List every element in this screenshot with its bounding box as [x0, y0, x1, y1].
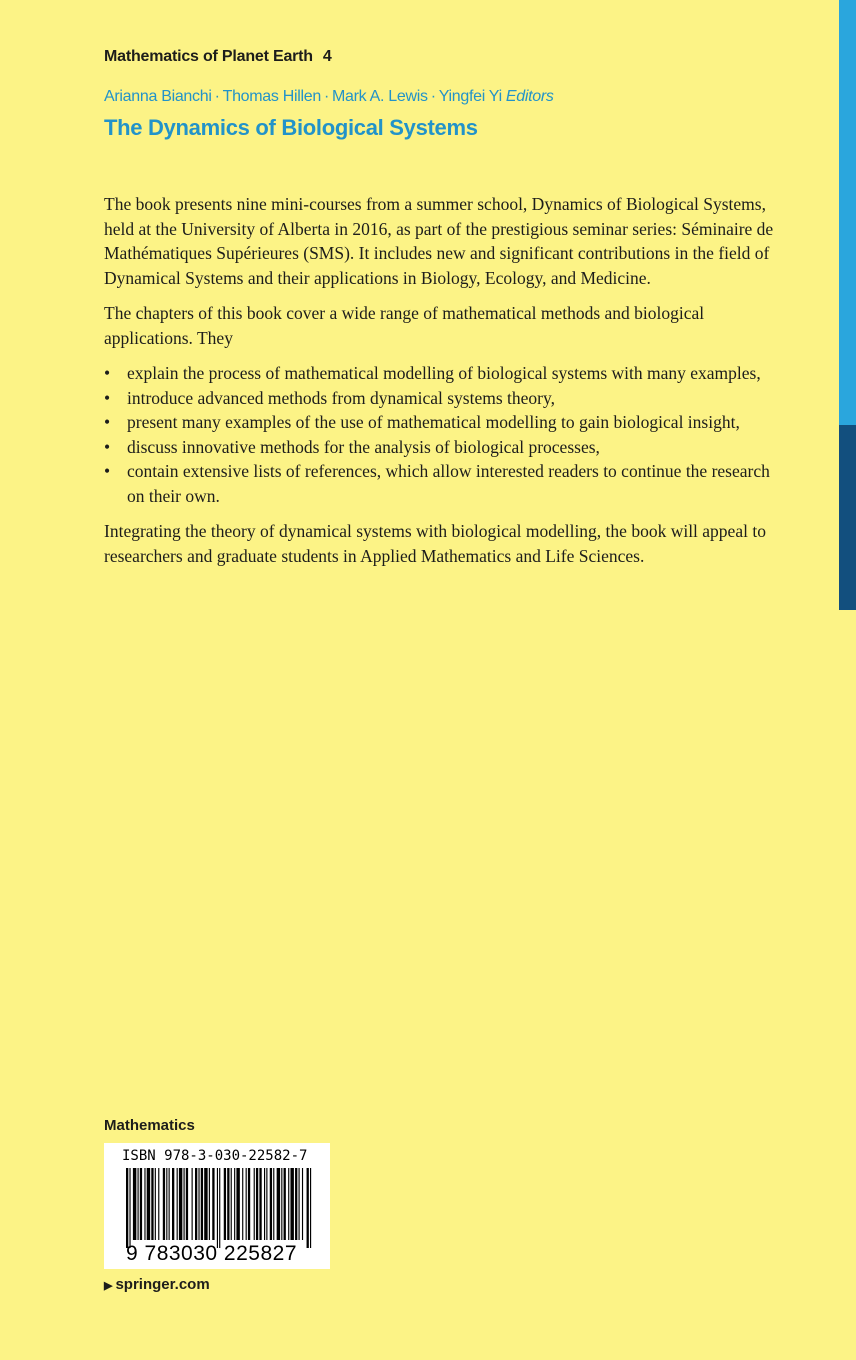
list-item: [104, 410, 788, 435]
list-item-text: introduce advanced methods from dynamical systems theory,: [127, 387, 555, 408]
barcode-bar: [186, 1168, 188, 1240]
description-paragraph: The chapters of this book cover a wide range of mathematical methods and biological applications. They: [104, 303, 705, 348]
publisher-url: [104, 1276, 210, 1293]
isbn-barcode: [104, 1143, 330, 1269]
isbn-label: ISBN 978-3-030-22582-7: [122, 1148, 308, 1164]
editor-name: Arianna Bianchi: [104, 88, 212, 105]
arrow-right-icon: ▶: [104, 1280, 113, 1292]
list-item: [104, 361, 788, 386]
editor-separator: ·: [323, 88, 329, 105]
barcode-bar: [242, 1168, 243, 1240]
spine-color-stripe: [839, 0, 856, 610]
stripe-light-blue: [839, 0, 856, 425]
barcode-bar: [295, 1168, 297, 1240]
editor-name: Thomas Hillen: [222, 88, 321, 105]
barcode-bar: [224, 1168, 226, 1240]
list-item-text: contain extensive lists of references, which allow interested readers to continue the research on their own.: [127, 461, 770, 506]
barcode-bar: [259, 1168, 261, 1240]
barcode-bar: [195, 1168, 197, 1240]
barcode-bar: [266, 1168, 267, 1240]
barcode-bar: [144, 1168, 145, 1240]
series-number: 4: [322, 48, 332, 65]
barcode-bar: [307, 1168, 309, 1248]
barcode-bar: [129, 1168, 130, 1248]
editors-label: Editors: [505, 88, 554, 105]
barcode-bar: [227, 1168, 229, 1240]
editor-name: Yingfei Yi: [438, 88, 502, 105]
bullet-icon: •: [104, 436, 111, 457]
publisher-url-text: springer.com: [115, 1276, 210, 1293]
list-item: [104, 459, 788, 508]
book-description: [104, 192, 788, 579]
list-item-text: present many examples of the use of mathematical modelling to gain biological insight,: [127, 412, 740, 432]
barcode-bar: [184, 1168, 185, 1240]
barcode-bar: [133, 1168, 136, 1240]
barcode-bar: [264, 1168, 265, 1240]
barcode-bar: [209, 1168, 210, 1240]
list-item-text: explain the process of mathematical modelling of biological systems with many examples,: [127, 363, 761, 383]
editors-line: [104, 88, 554, 106]
barcode-bar: [138, 1168, 139, 1240]
barcode-bar: [281, 1168, 282, 1240]
barcode-bar: [277, 1168, 280, 1240]
editor-separator: ·: [214, 88, 220, 105]
stripe-dark-blue: [839, 425, 856, 610]
barcode-bar: [177, 1168, 178, 1240]
barcode-bar: [201, 1168, 203, 1240]
list-item: [104, 386, 788, 411]
barcode-bar: [147, 1168, 150, 1240]
barcode-bar: [299, 1168, 300, 1240]
barcode-bar: [126, 1168, 128, 1248]
barcode-bar: [217, 1168, 218, 1248]
barcode-bar: [166, 1168, 167, 1240]
barcode-bar: [219, 1168, 220, 1248]
barcode-bar: [256, 1168, 258, 1240]
editor-separator: ·: [430, 88, 436, 105]
book-title: The Dynamics of Biological Systems: [104, 115, 478, 140]
barcode-bar: [288, 1168, 289, 1240]
list-item-text: discuss innovative methods for the analysis of biological processes,: [127, 436, 600, 457]
barcode-bar: [140, 1168, 142, 1240]
description-paragraph: Integrating the theory of dynamical systems with biological modelling, the book will appeal to researchers and graduate students in Applied Mathematics and Life Sciences.: [104, 521, 766, 566]
barcode-bar: [163, 1168, 165, 1240]
barcode-bar: [151, 1168, 153, 1240]
barcode-bar: [284, 1168, 286, 1240]
barcode-bar: [248, 1168, 250, 1240]
editor-name: Mark A. Lewis: [332, 88, 428, 105]
barcode-bar: [246, 1168, 247, 1240]
bullet-icon: •: [104, 363, 111, 383]
barcode-bar: [270, 1168, 272, 1240]
subject-label: Mathematics: [104, 1117, 195, 1134]
barcode-bar: [179, 1168, 182, 1240]
barcode-bars: [126, 1168, 312, 1248]
barcode-bar: [198, 1168, 199, 1240]
barcode-digits: 9 783030 225827: [126, 1242, 297, 1265]
barcode-bar: [236, 1168, 239, 1240]
barcode-bar: [204, 1168, 207, 1240]
barcode-bar: [302, 1168, 303, 1240]
barcode-bar: [169, 1168, 170, 1240]
barcode-bar: [192, 1168, 193, 1240]
description-paragraph: The book presents nine mini-courses from a summer school, Dynamics of Biological Systems, held at the University of Alberta in 2016, as part of the prestigious seminar series: Séminaire de Mathématiques Supérieures (SMS). It includes new and significant contributions in the field of Dynamical Systems and their applications in Biology, Ecology, and Medicine.: [104, 194, 774, 288]
series-name: Mathematics of Planet Earth: [104, 48, 313, 65]
bullet-icon: •: [104, 461, 111, 481]
list-item: [104, 435, 788, 460]
barcode-bar: [234, 1168, 235, 1240]
barcode-bar: [290, 1168, 293, 1240]
barcode-bar: [273, 1168, 274, 1240]
bullet-icon: •: [104, 387, 111, 408]
series-heading: [104, 48, 332, 66]
barcode-bar: [310, 1168, 311, 1248]
barcode-bar: [212, 1168, 214, 1240]
barcode-bar: [172, 1168, 174, 1240]
barcode-bar: [155, 1168, 156, 1240]
bullet-icon: •: [104, 412, 111, 432]
barcode-bar: [254, 1168, 255, 1240]
feature-list: [104, 361, 788, 508]
barcode-bar: [231, 1168, 232, 1240]
barcode-bar: [158, 1168, 159, 1240]
